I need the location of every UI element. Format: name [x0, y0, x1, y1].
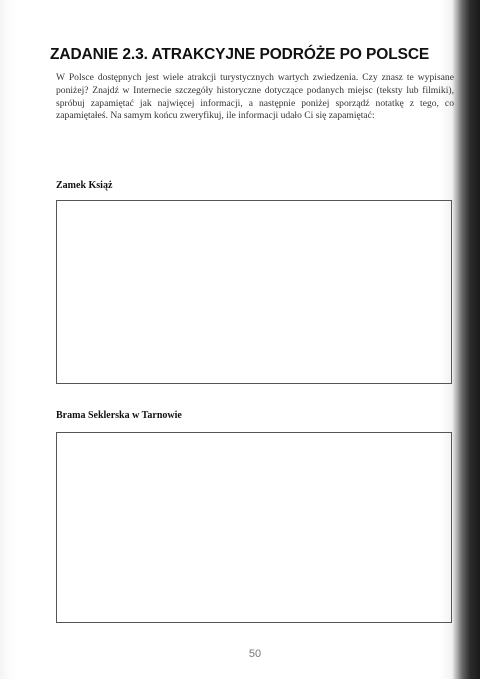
exercise-instructions: W Polsce dostępnych jest wiele atrakcji turystycznych wartych zwiedzenia. Czy znasz te wypisane poniżej? Znajdź w Internecie szczegóły historyczne dotyczące podanych miejsc (teksty lub filmiki), spróbuj zapamiętać jak najwięcej informacji, a następnie poniżej sporządź notatkę z tego, co zapamiętałeś. Na samym końcu zweryfikuj, ile informacji udało Ci się zapamiętać:	[56, 72, 454, 122]
notes-box-zamek-ksiaz[interactable]	[56, 200, 452, 384]
section-label-brama-seklerska: Brama Seklerska w Tarnowie	[56, 410, 182, 421]
page-number: 50	[248, 648, 262, 660]
exercise-title: ZADANIE 2.3. ATRAKCYJNE PODRÓŻE PO POLSCE	[50, 46, 430, 63]
section-label-zamek-ksiaz: Zamek Książ	[56, 180, 113, 191]
notes-box-brama-seklerska[interactable]	[56, 432, 452, 623]
